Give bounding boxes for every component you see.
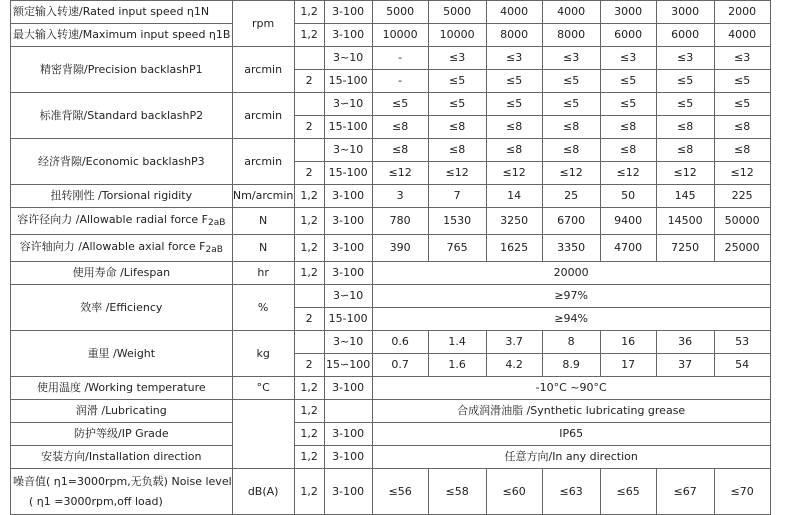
unit-cell: kg xyxy=(232,331,294,377)
param-name: 润滑 /Lubricating xyxy=(11,400,233,423)
row-lifespan xyxy=(11,262,771,285)
row-backlash-p3 xyxy=(11,139,771,162)
value-cell: 10000 xyxy=(372,24,428,47)
value-cell: 25 xyxy=(542,185,600,208)
value-cell: 390 xyxy=(372,235,428,262)
unit-cell: arcmin xyxy=(232,139,294,185)
unit-cell: arcmin xyxy=(232,47,294,93)
stage-cell: 1,2 xyxy=(294,400,324,423)
stage-cell: 1,2 xyxy=(294,377,324,400)
param-name: 使用寿命 /Lifespan xyxy=(11,262,233,285)
param-name: 重里 /Weight xyxy=(11,331,233,377)
value-cell: ≤12 xyxy=(714,162,770,185)
merged-value-cell: IP65 xyxy=(372,423,770,446)
value-cell: ≤70 xyxy=(714,469,770,515)
value-cell: 6000 xyxy=(600,24,656,47)
ratio-cell: 3-100 xyxy=(324,423,372,446)
spec-table xyxy=(10,0,771,515)
stage-cell: 1,2 xyxy=(294,423,324,446)
value-cell: - xyxy=(372,47,428,70)
ratio-cell: 3-100 xyxy=(324,185,372,208)
row-torsional xyxy=(11,185,771,208)
row-rated-speed xyxy=(11,1,771,24)
value-cell: ≤8 xyxy=(372,116,428,139)
ratio-cell: 15-100 xyxy=(324,162,372,185)
value-cell: 3250 xyxy=(486,208,542,235)
value-cell: ≤8 xyxy=(372,139,428,162)
value-cell: ≤8 xyxy=(600,116,656,139)
ratio-cell: 3∽10 xyxy=(324,285,372,308)
unit-cell: N xyxy=(232,235,294,262)
param-name: 经济背隙/Economic backlashP3 xyxy=(11,139,233,185)
value-cell: ≤5 xyxy=(600,93,656,116)
ratio-cell: 3-100 xyxy=(324,446,372,469)
value-cell: ≤5 xyxy=(372,93,428,116)
value-cell: ≤67 xyxy=(656,469,714,515)
row-efficiency xyxy=(11,285,771,308)
value-cell: ≤5 xyxy=(656,93,714,116)
value-cell: 145 xyxy=(656,185,714,208)
stage-cell xyxy=(294,47,324,70)
value-cell: 4700 xyxy=(600,235,656,262)
unit-cell: dB(A) xyxy=(232,469,294,515)
ratio-cell: 3~10 xyxy=(324,47,372,70)
ratio-cell: 3-100 xyxy=(324,469,372,515)
stage-cell: 2 xyxy=(294,116,324,139)
value-cell: ≤5 xyxy=(486,70,542,93)
param-name: 安装方向/Installation direction xyxy=(11,446,233,469)
stage-cell: 2 xyxy=(294,70,324,93)
ratio-cell: 3-100 xyxy=(324,208,372,235)
stage-cell: 2 xyxy=(294,162,324,185)
stage-cell: 1,2 xyxy=(294,262,324,285)
value-cell: 10000 xyxy=(428,24,486,47)
value-cell: ≤58 xyxy=(428,469,486,515)
param-name-line2: ( η1 =3000rpm,off load) xyxy=(29,494,163,508)
value-cell: ≤8 xyxy=(542,116,600,139)
value-cell: ≤5 xyxy=(714,93,770,116)
param-name xyxy=(11,208,233,235)
value-cell: 53 xyxy=(714,331,770,354)
value-cell: 3350 xyxy=(542,235,600,262)
value-cell: ≤5 xyxy=(428,70,486,93)
stage-cell: 2 xyxy=(294,354,324,377)
ratio-cell: 15∽100 xyxy=(324,354,372,377)
param-name-subscript: 2aB xyxy=(207,217,226,228)
unit-cell: % xyxy=(232,285,294,331)
value-cell: 8000 xyxy=(542,24,600,47)
value-cell: ≤65 xyxy=(600,469,656,515)
value-cell: ≤8 xyxy=(600,139,656,162)
value-cell: 3000 xyxy=(600,1,656,24)
value-cell: 2000 xyxy=(714,1,770,24)
row-radial-force xyxy=(11,208,771,235)
param-name: 扭转刚性 /Torsional rigidity xyxy=(11,185,233,208)
param-name: 标准背隙/Standard backlashP2 xyxy=(11,93,233,139)
value-cell: ≤5 xyxy=(542,70,600,93)
value-cell: 37 xyxy=(656,354,714,377)
value-cell: ≤60 xyxy=(486,469,542,515)
stage-cell: 1,2 xyxy=(294,1,324,24)
ratio-cell: 3~10 xyxy=(324,331,372,354)
ratio-cell: 3-100 xyxy=(324,24,372,47)
value-cell: 8 xyxy=(542,331,600,354)
merged-value-cell: 合成润滑油脂 /Synthetic lubricating grease xyxy=(372,400,770,423)
row-weight xyxy=(11,331,771,354)
stage-cell xyxy=(294,285,324,308)
unit-cell xyxy=(232,400,294,469)
ratio-cell xyxy=(324,400,372,423)
value-cell: 50 xyxy=(600,185,656,208)
value-cell: 16 xyxy=(600,331,656,354)
value-cell: 0.7 xyxy=(372,354,428,377)
value-cell: ≤12 xyxy=(372,162,428,185)
row-noise xyxy=(11,469,771,515)
value-cell: 14 xyxy=(486,185,542,208)
stage-cell: 1,2 xyxy=(294,185,324,208)
value-cell: 54 xyxy=(714,354,770,377)
value-cell: ≤8 xyxy=(542,139,600,162)
value-cell: 3 xyxy=(372,185,428,208)
param-name: 额定输入转速/Rated input speed η1N xyxy=(11,1,233,24)
param-name-text: 容许轴向力 /Allowable axial force F xyxy=(19,239,206,253)
row-backlash-p1 xyxy=(11,47,771,70)
param-name: 防护等级/IP Grade xyxy=(11,423,233,446)
stage-cell: 1,2 xyxy=(294,469,324,515)
param-name: 使用温度 /Working temperature xyxy=(11,377,233,400)
stage-cell: 2 xyxy=(294,308,324,331)
ratio-cell: 15-100 xyxy=(324,308,372,331)
value-cell: ≤3 xyxy=(656,47,714,70)
value-cell: 5000 xyxy=(428,1,486,24)
value-cell: ≤3 xyxy=(486,47,542,70)
value-cell: 1.4 xyxy=(428,331,486,354)
unit-cell: rpm xyxy=(232,1,294,47)
ratio-cell: 3~10 xyxy=(324,139,372,162)
value-cell: 4000 xyxy=(542,1,600,24)
value-cell: ≤3 xyxy=(542,47,600,70)
value-cell: 7 xyxy=(428,185,486,208)
value-cell: 1530 xyxy=(428,208,486,235)
value-cell: 4000 xyxy=(486,1,542,24)
value-cell: ≤5 xyxy=(486,93,542,116)
value-cell: 36 xyxy=(656,331,714,354)
value-cell: 17 xyxy=(600,354,656,377)
param-name-text: 容许径向力 /Allowable radial force F xyxy=(17,212,208,226)
row-backlash-p2 xyxy=(11,93,771,116)
stage-cell: 1,2 xyxy=(294,235,324,262)
stage-cell xyxy=(294,93,324,116)
value-cell: ≤8 xyxy=(656,116,714,139)
value-cell: 0.6 xyxy=(372,331,428,354)
value-cell: 50000 xyxy=(714,208,770,235)
value-cell: ≤12 xyxy=(428,162,486,185)
stage-cell xyxy=(294,331,324,354)
value-cell: ≤3 xyxy=(428,47,486,70)
row-temperature xyxy=(11,377,771,400)
param-name-subscript: 2aB xyxy=(205,244,223,255)
param-name: 精密背隙/Precision backlashP1 xyxy=(11,47,233,93)
value-cell: 780 xyxy=(372,208,428,235)
value-cell: - xyxy=(372,70,428,93)
value-cell: ≤8 xyxy=(714,139,770,162)
value-cell: ≤12 xyxy=(656,162,714,185)
value-cell: 765 xyxy=(428,235,486,262)
value-cell: 4000 xyxy=(714,24,770,47)
merged-value-cell: ≥94% xyxy=(372,308,770,331)
unit-cell: °C xyxy=(232,377,294,400)
row-installation xyxy=(11,446,771,469)
value-cell: ≤63 xyxy=(542,469,600,515)
ratio-cell: 3-100 xyxy=(324,235,372,262)
merged-value-cell: 任意方向/In any direction xyxy=(372,446,770,469)
value-cell: ≤5 xyxy=(656,70,714,93)
merged-value-cell: -10°C ~90°C xyxy=(372,377,770,400)
value-cell: 1.6 xyxy=(428,354,486,377)
param-name xyxy=(11,469,233,515)
value-cell: 225 xyxy=(714,185,770,208)
unit-cell: arcmin xyxy=(232,93,294,139)
value-cell: ≤3 xyxy=(714,47,770,70)
row-lubricating xyxy=(11,400,771,423)
ratio-cell: 3-100 xyxy=(324,262,372,285)
row-axial-force xyxy=(11,235,771,262)
value-cell: 6700 xyxy=(542,208,600,235)
value-cell: ≤56 xyxy=(372,469,428,515)
row-ip-grade xyxy=(11,423,771,446)
value-cell: ≤5 xyxy=(714,70,770,93)
ratio-cell: 15-100 xyxy=(324,70,372,93)
unit-cell: hr xyxy=(232,262,294,285)
value-cell: 4.2 xyxy=(486,354,542,377)
value-cell: 3000 xyxy=(656,1,714,24)
value-cell: ≤8 xyxy=(428,139,486,162)
value-cell: ≤8 xyxy=(656,139,714,162)
value-cell: 8000 xyxy=(486,24,542,47)
row-max-speed xyxy=(11,24,771,47)
value-cell: 5000 xyxy=(372,1,428,24)
ratio-cell: 15-100 xyxy=(324,116,372,139)
unit-cell: Nm/arcmin xyxy=(232,185,294,208)
ratio-cell: 3∽10 xyxy=(324,93,372,116)
value-cell: 14500 xyxy=(656,208,714,235)
value-cell: 7250 xyxy=(656,235,714,262)
stage-cell xyxy=(294,139,324,162)
value-cell: ≤5 xyxy=(542,93,600,116)
value-cell: ≤5 xyxy=(600,70,656,93)
value-cell: ≤12 xyxy=(542,162,600,185)
value-cell: ≤12 xyxy=(600,162,656,185)
unit-cell: N xyxy=(232,208,294,235)
value-cell: 3.7 xyxy=(486,331,542,354)
value-cell: 8.9 xyxy=(542,354,600,377)
merged-value-cell: 20000 xyxy=(372,262,770,285)
param-name: 效率 /Efficiency xyxy=(11,285,233,331)
value-cell: ≤12 xyxy=(486,162,542,185)
value-cell: ≤8 xyxy=(486,139,542,162)
stage-cell: 1,2 xyxy=(294,446,324,469)
stage-cell: 1,2 xyxy=(294,208,324,235)
stage-cell: 1,2 xyxy=(294,24,324,47)
merged-value-cell: ≥97% xyxy=(372,285,770,308)
param-name: 最大输入转速/Maximum input speed η1B xyxy=(11,24,233,47)
param-name xyxy=(11,235,233,262)
value-cell: ≤3 xyxy=(600,47,656,70)
param-name-line1: 噪音值( η1=3000rpm,无负载) Noise level xyxy=(13,474,232,488)
ratio-cell: 3-100 xyxy=(324,1,372,24)
value-cell: ≤8 xyxy=(428,116,486,139)
value-cell: 6000 xyxy=(656,24,714,47)
value-cell: 1625 xyxy=(486,235,542,262)
value-cell: ≤8 xyxy=(714,116,770,139)
ratio-cell: 3-100 xyxy=(324,377,372,400)
value-cell: 9400 xyxy=(600,208,656,235)
value-cell: ≤5 xyxy=(428,93,486,116)
value-cell: 25000 xyxy=(714,235,770,262)
value-cell: ≤8 xyxy=(486,116,542,139)
